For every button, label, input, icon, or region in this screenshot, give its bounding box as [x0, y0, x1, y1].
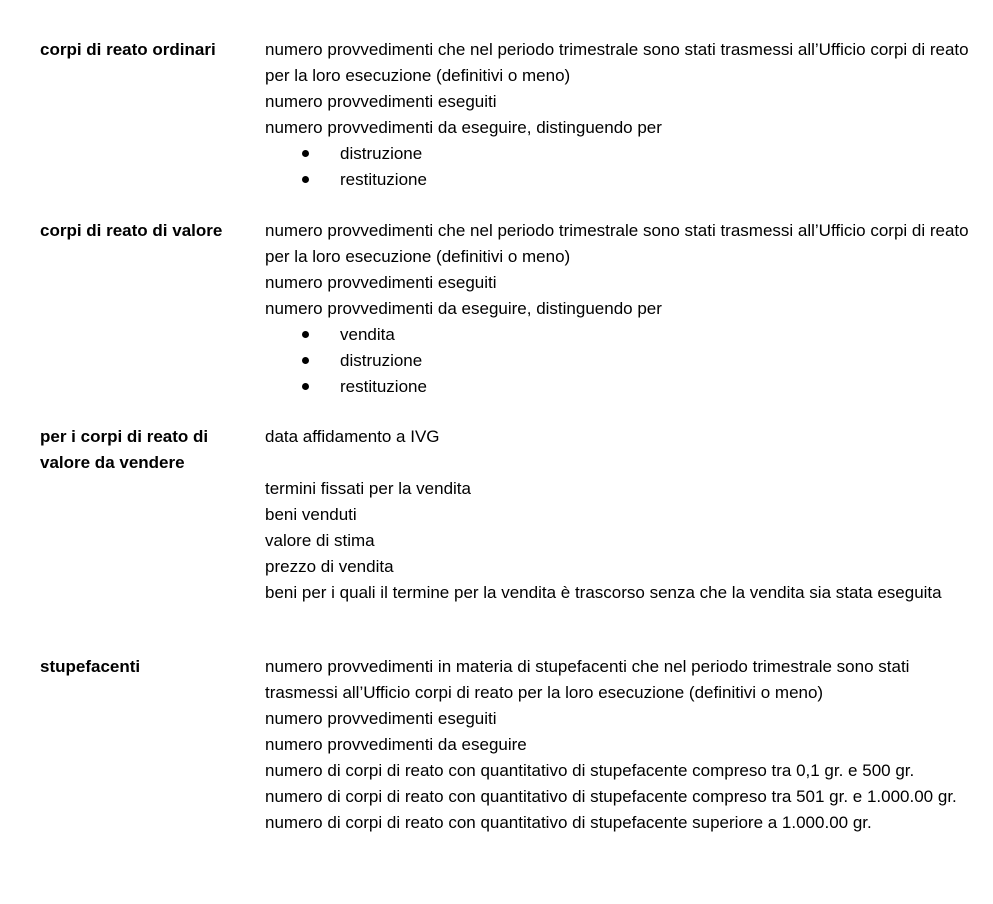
content-line: numero provvedimenti eseguiti [265, 92, 497, 111]
content-line: numero provvedimenti da eseguire [265, 735, 527, 754]
bullet-text: restituzione [340, 377, 427, 396]
bullet-text: distruzione [340, 144, 423, 163]
bullet-icon [302, 331, 309, 338]
blank-line [265, 450, 977, 476]
content-line: numero provvedimenti da eseguire, distinguendo per [265, 118, 662, 137]
bullet-item [265, 322, 977, 348]
bullet-icon [302, 150, 309, 157]
bullet-list [265, 322, 977, 400]
content-line: numero di corpi di reato con quantitativo di stupefacente compreso tra 0,1 gr. e 500 gr. [265, 761, 915, 780]
bullet-item [265, 167, 977, 193]
section-corpi-di-reato-ordinari [40, 37, 980, 197]
content-line: numero provvedimenti da eseguire, distinguendo per [265, 299, 662, 318]
bullet-item [265, 348, 977, 374]
section-label: per i corpi di reato di valore da vendere [40, 427, 209, 472]
bullet-icon [302, 357, 309, 364]
content-line: numero provvedimenti eseguiti [265, 273, 497, 292]
section-label: stupefacenti [40, 657, 141, 676]
content-line: numero di corpi di reato con quantitativo di stupefacente superiore a 1.000.00 gr. [265, 813, 872, 832]
bullet-text: restituzione [340, 170, 427, 189]
bullet-list [265, 141, 977, 193]
section-content [265, 218, 977, 400]
bullet-text: vendita [340, 325, 395, 344]
content-line: numero provvedimenti in materia di stupefacenti che nel periodo trimestrale sono stati trasmessi all’Ufficio corpi di reato per la loro esecuzione (definitivi o meno) [265, 657, 910, 702]
content-line: numero di corpi di reato con quantitativo di stupefacente compreso tra 501 gr. e 1.000.00 gr. [265, 787, 957, 806]
content-line: prezzo di vendita [265, 557, 394, 576]
section-content [265, 424, 977, 606]
section-stupefacenti [40, 654, 980, 894]
content-line: data affidamento a IVG [265, 427, 440, 446]
content-line: numero provvedimenti che nel periodo trimestrale sono stati trasmessi all’Ufficio corpi di reato per la loro esecuzione (definitivi o meno) [265, 221, 969, 266]
bullet-icon [302, 176, 309, 183]
content-line: numero provvedimenti che nel periodo trimestrale sono stati trasmessi all’Ufficio corpi di reato per la loro esecuzione (definitivi o meno) [265, 40, 969, 85]
content-line: beni venduti [265, 505, 357, 524]
bullet-icon [302, 383, 309, 390]
section-corpi-di-reato-di-valore [40, 218, 980, 403]
content-line: beni per i quali il termine per la vendita è trascorso senza che la vendita sia stata eseguita [265, 583, 942, 602]
bullet-item [265, 141, 977, 167]
section-label: corpi di reato ordinari [40, 40, 216, 59]
content-line: numero provvedimenti eseguiti [265, 709, 497, 728]
content-line: termini fissati per la vendita [265, 479, 471, 498]
content-line: valore di stima [265, 531, 375, 550]
section-content [265, 37, 977, 193]
bullet-item [265, 374, 977, 400]
section-content [265, 654, 977, 836]
section-corpi-di-reato-da-vendere [40, 424, 980, 634]
bullet-text: distruzione [340, 351, 423, 370]
section-label: corpi di reato di valore [40, 221, 223, 240]
